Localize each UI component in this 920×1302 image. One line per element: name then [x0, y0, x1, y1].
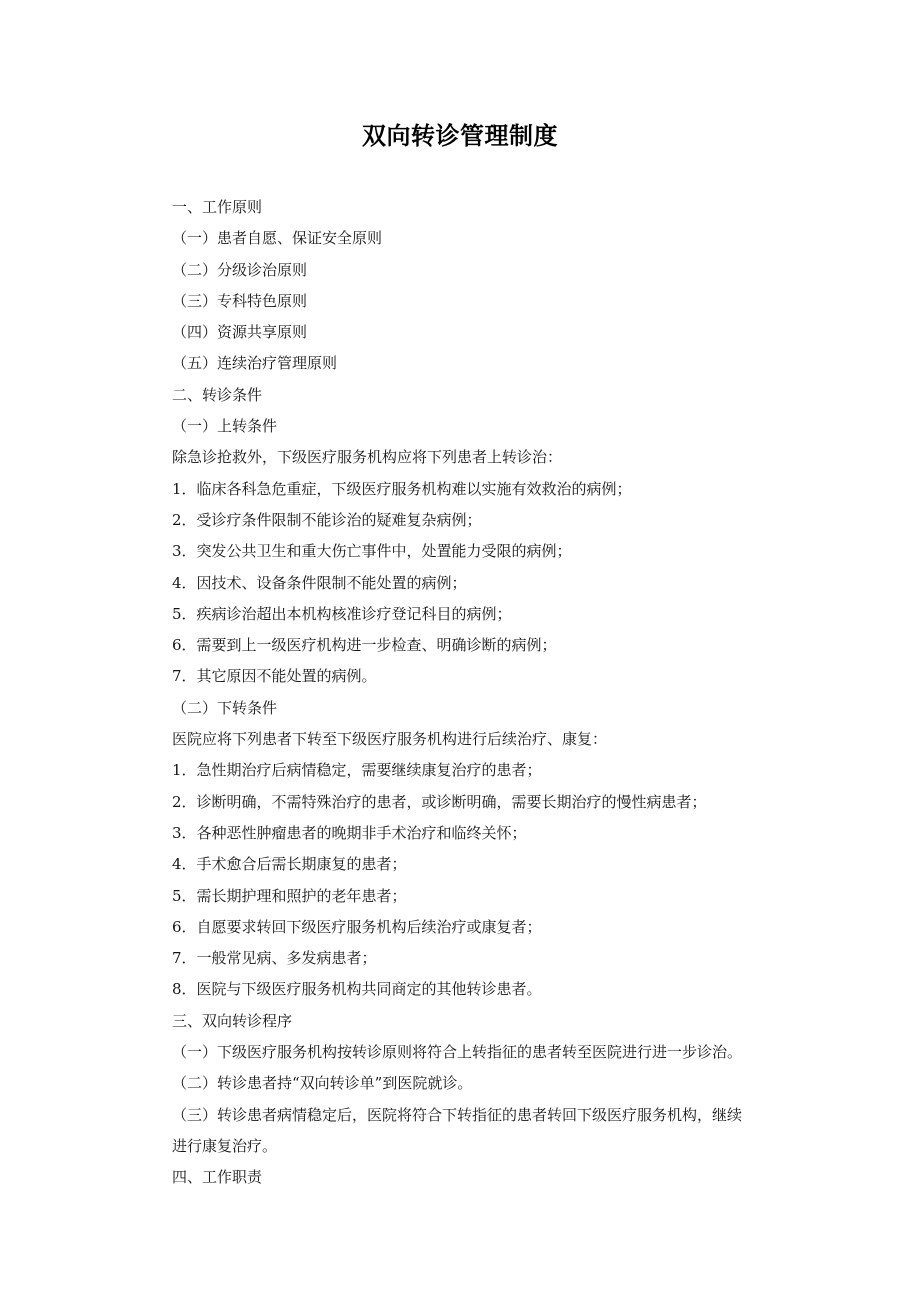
list-item: 6．自愿要求转回下级医疗服务机构后续治疗或康复者； [172, 917, 542, 936]
list-item: 7．其它原因不能处置的病例。 [172, 667, 377, 686]
document-title: 双向转诊管理制度 [362, 122, 558, 150]
list-item: 4．因技术、设备条件限制不能处置的病例； [172, 573, 467, 592]
list-item: 7．一般常见病、多发病患者； [172, 949, 377, 968]
section-heading: 三、双向转诊程序 [172, 1011, 293, 1030]
list-item: 5．需长期护理和照护的老年患者； [172, 886, 407, 905]
paragraph-text: 除急诊抢救外，下级医疗服务机构应将下列患者上转诊治： [172, 448, 563, 467]
section-heading: 一、工作原则 [172, 198, 263, 216]
list-item: 6．需要到上一级医疗机构进一步检查、明确诊断的病例； [172, 636, 557, 655]
principle-item: （五）连续治疗管理原则 [172, 354, 338, 373]
list-item: 1．临床各科急危重症，下级医疗服务机构难以实施有效救治的病例； [172, 479, 632, 498]
procedure-item: （三）转诊患者病情稳定后，医院将符合下转指征的患者转回下级医疗服务机构，继续 [172, 1105, 743, 1124]
principle-item: （三）专科特色原则 [172, 291, 308, 310]
principle-item: （一）患者自愿、保证安全原则 [172, 229, 383, 248]
subsection-heading: （一）上转条件 [172, 417, 278, 436]
principle-item: （二）分级诊治原则 [172, 260, 308, 279]
list-item: 8．医院与下级医疗服务机构共同商定的其他转诊患者。 [172, 980, 542, 999]
section-heading: 二、转诊条件 [172, 385, 263, 404]
procedure-item-continuation: 进行康复治疗。 [172, 1136, 278, 1155]
paragraph-text: 医院应将下列患者下转至下级医疗服务机构进行后续治疗、康复： [172, 730, 608, 749]
principle-item: （四）资源共享原则 [172, 323, 308, 342]
list-item: 5．疾病诊治超出本机构核准诊疗登记科目的病例； [172, 604, 512, 623]
list-item: 1．急性期治疗后病情稳定，需要继续康复治疗的患者； [172, 761, 542, 780]
list-item: 2．诊断明确，不需特殊治疗的患者，或诊断明确，需要长期治疗的慢性病患者； [172, 792, 707, 811]
list-item: 3．各种恶性肿瘤患者的晚期非手术治疗和临终关怀； [172, 823, 527, 842]
subsection-heading: （二）下转条件 [172, 698, 278, 717]
procedure-item: （一）下级医疗服务机构按转诊原则将符合上转指征的患者转至医院进行进一步诊治。 [172, 1043, 743, 1062]
list-item: 4．手术愈合后需长期康复的患者； [172, 855, 407, 874]
list-item: 3．突发公共卫生和重大伤亡事件中，处置能力受限的病例； [172, 542, 572, 561]
section-heading: 四、工作职责 [172, 1168, 263, 1187]
list-item: 2．受诊疗条件限制不能诊治的疑难复杂病例； [172, 510, 482, 529]
document-body [172, 192, 792, 1194]
procedure-item: （二）转诊患者持“双向转诊单”到医院就诊。 [172, 1074, 473, 1093]
